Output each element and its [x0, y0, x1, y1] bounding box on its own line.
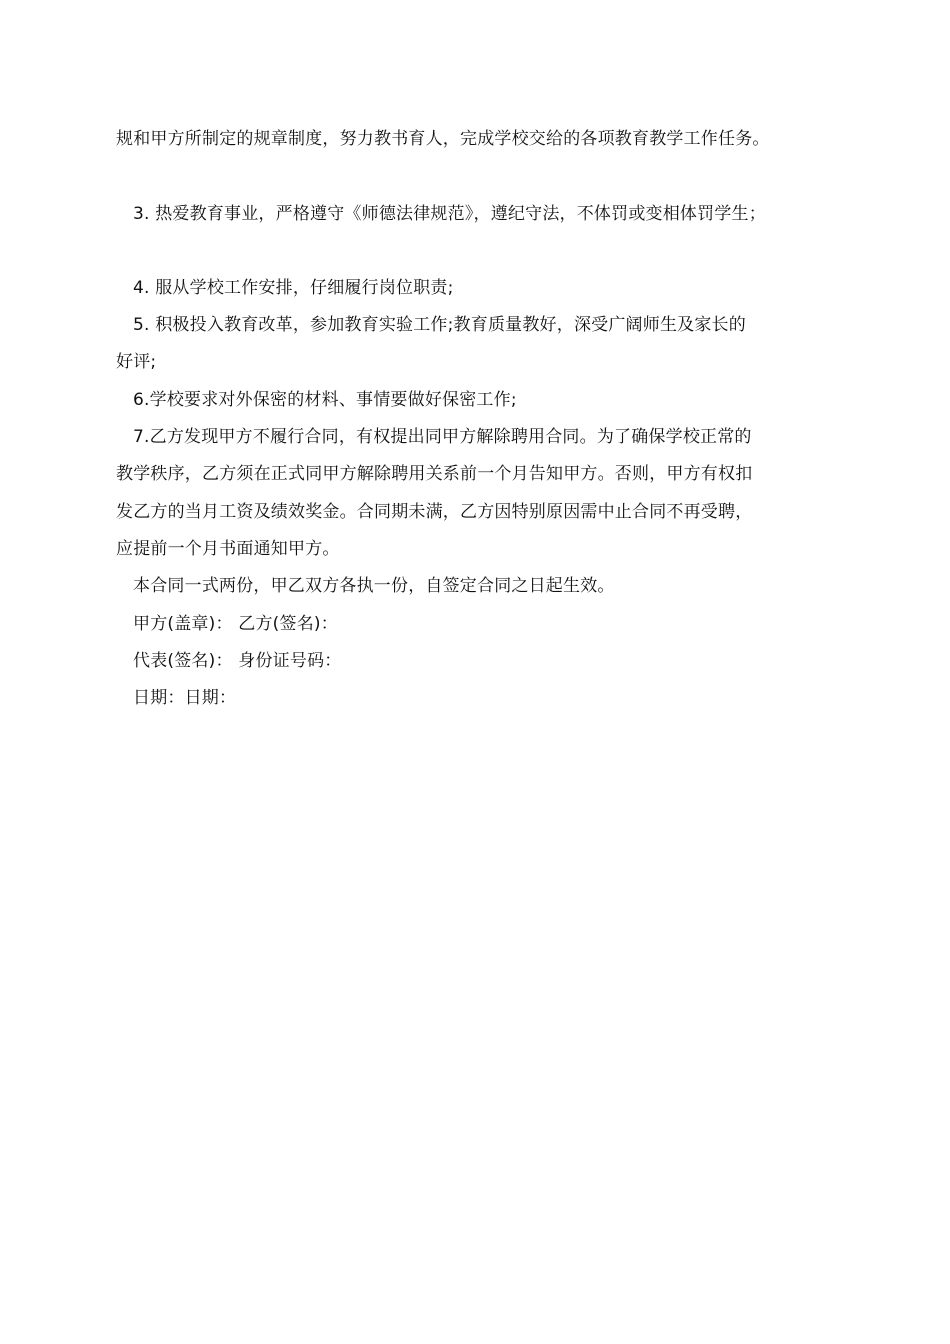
signature-representative: 代表(签名)： 身份证号码：: [133, 651, 342, 671]
clause-3: 3. 热爱教育事业，严格遵守《师德法律规范》，遵纪守法，不体罚或变相体罚学生；: [133, 204, 766, 224]
paragraph-line: 规和甲方所制定的规章制度，努力教书育人，完成学校交给的各项教育教学工作任务。: [116, 129, 770, 149]
clause-7-line-3: 发乙方的当月工资及绩效奖金。合同期未满，乙方因特别原因需中止合同不再受聘，: [116, 502, 753, 522]
clause-6: 6.学校要求对外保密的材料、事情要做好保密工作;: [133, 390, 517, 410]
clause-7-line-4: 应提前一个月书面通知甲方。: [116, 539, 340, 559]
clause-5-line-1: 5. 积极投入教育改革，参加教育实验工作;教育质量教好，深受广阔师生及家长的: [133, 315, 746, 335]
clause-7-line-1: 7.乙方发现甲方不履行合同，有权提出同甲方解除聘用合同。为了确保学校正常的: [133, 427, 752, 447]
clause-7-line-2: 教学秩序，乙方须在正式同甲方解除聘用关系前一个月告知甲方。否则，甲方有权扣: [116, 464, 753, 484]
clause-4: 4. 服从学校工作安排，仔细履行岗位职责;: [133, 278, 454, 298]
signature-parties: 甲方(盖章)： 乙方(签名)：: [133, 614, 338, 634]
closing-statement: 本合同一式两份，甲乙双方各执一份，自签定合同之日起生效。: [133, 576, 615, 596]
clause-5-line-2: 好评;: [116, 352, 157, 372]
signature-dates: 日期：日期：: [133, 688, 237, 708]
